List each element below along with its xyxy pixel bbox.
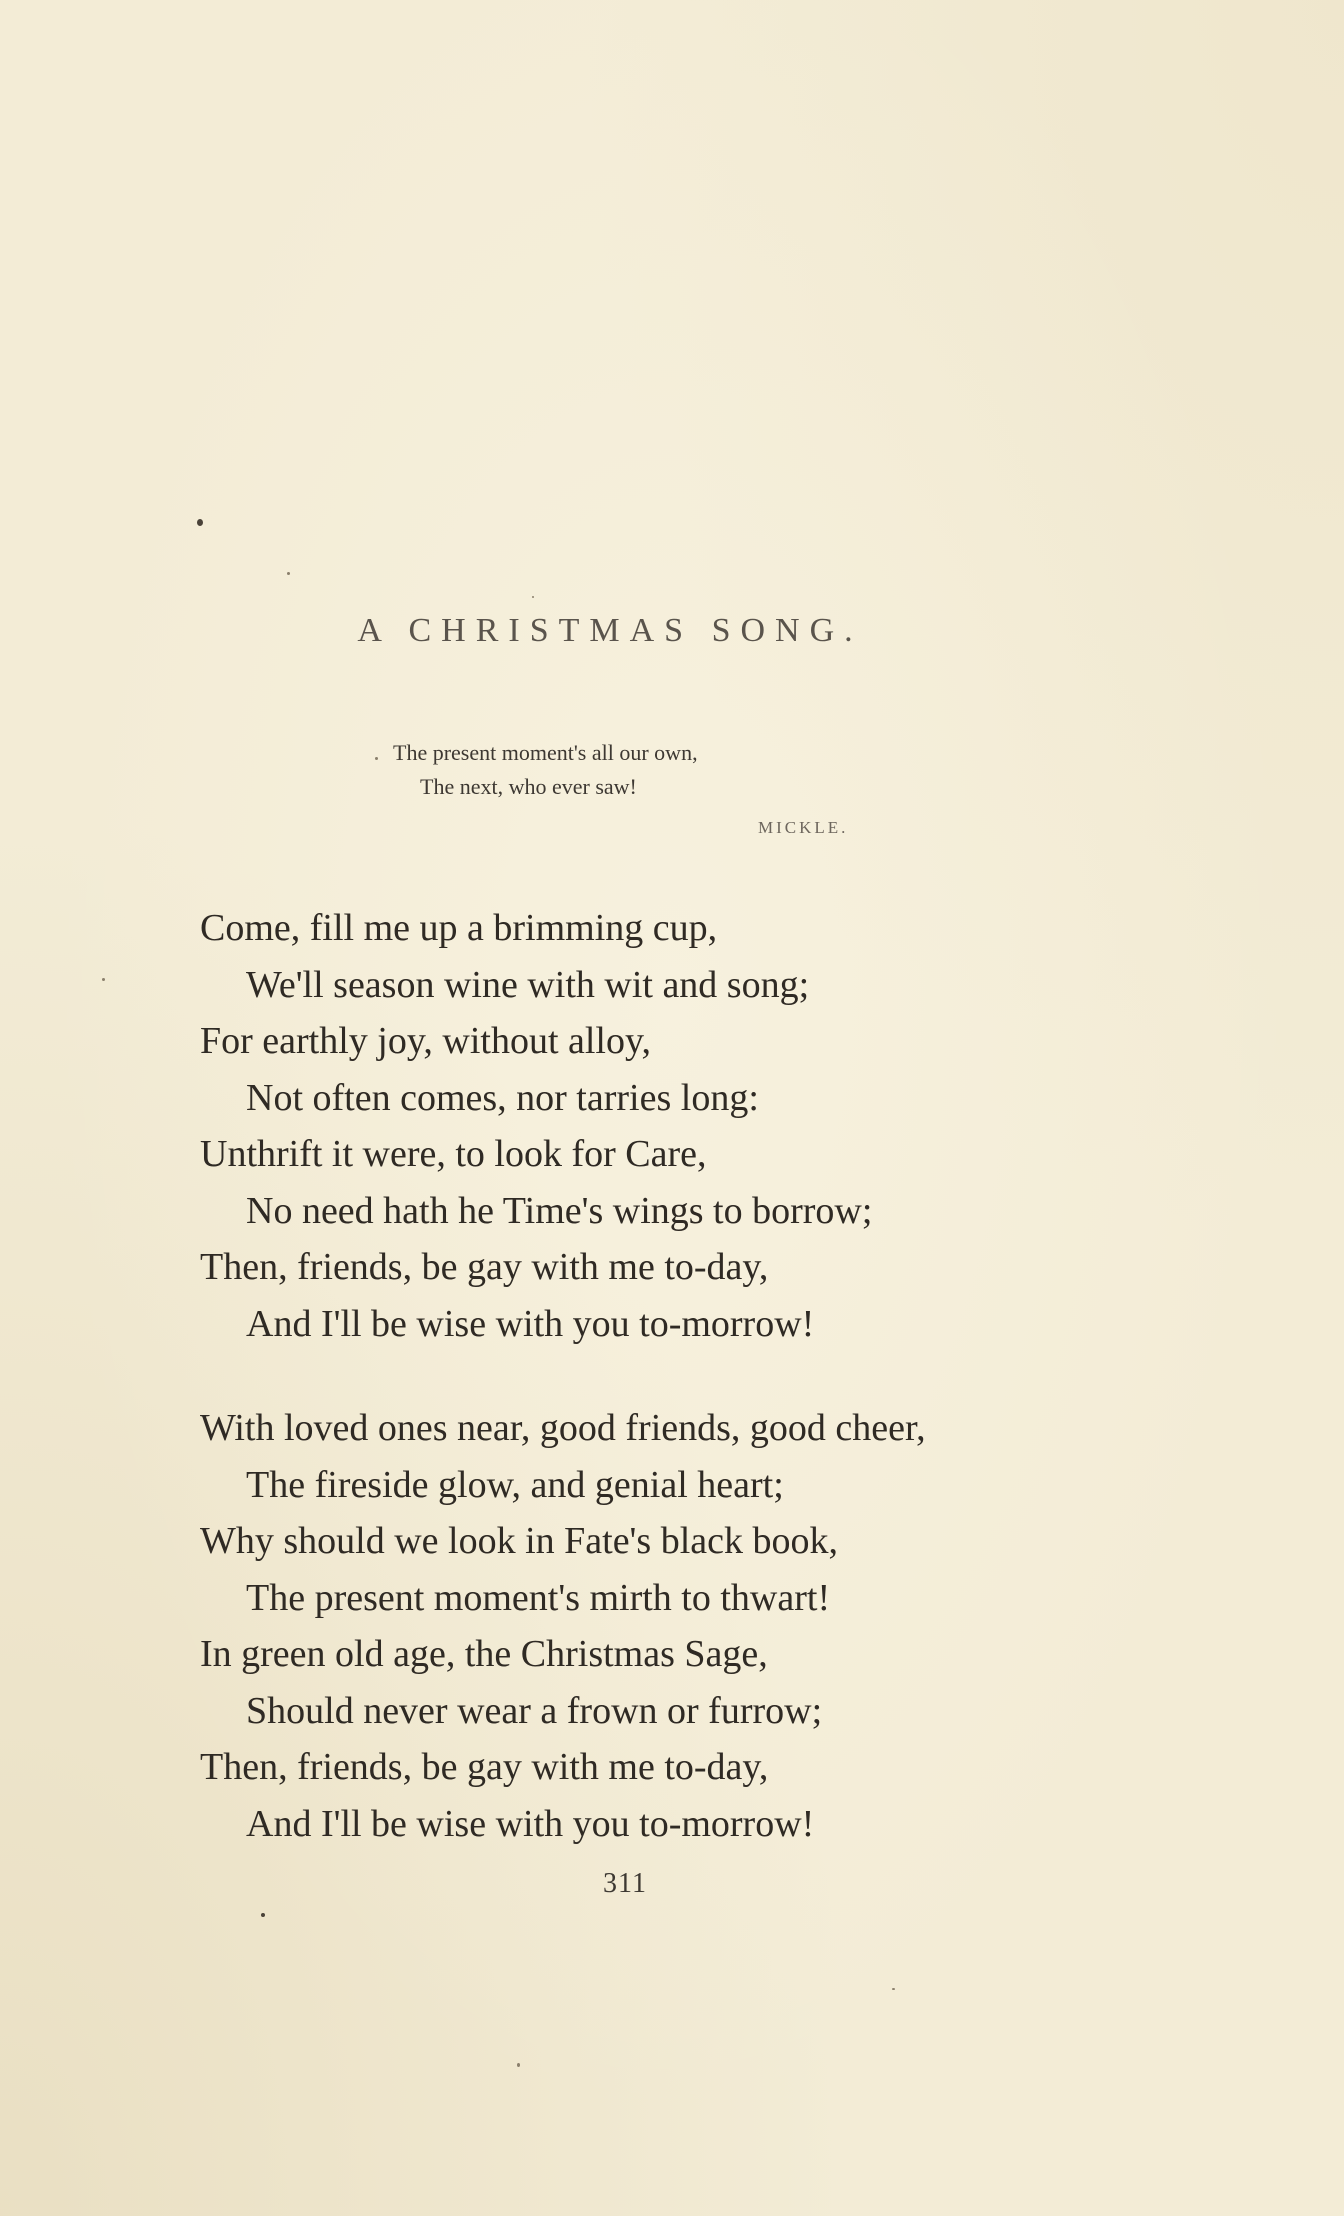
verse-line: Not often comes, nor tarries long: xyxy=(246,1076,759,1119)
stanza xyxy=(200,900,1300,1352)
verse-line: With loved ones near, good friends, good cheer, xyxy=(200,1407,926,1449)
ink-speck xyxy=(892,1988,895,1990)
poem-title: A CHRISTMAS SONG. xyxy=(357,612,863,649)
ink-speck xyxy=(287,572,290,575)
verse-line: Should never wear a frown or furrow; xyxy=(246,1689,823,1732)
ink-speck xyxy=(102,978,105,981)
verse-line: No need hath he Time's wings to borrow; xyxy=(246,1189,873,1232)
verse-line: Unthrift it were, to look for Care, xyxy=(200,1133,707,1175)
verse-line: Come, fill me up a brimming cup, xyxy=(200,907,718,949)
verse-line: Why should we look in Fate's black book, xyxy=(200,1520,838,1562)
verse-line: And I'll be wise with you to-morrow! xyxy=(246,1802,815,1845)
verse-line: And I'll be wise with you to-morrow! xyxy=(246,1302,815,1345)
epigraph-line: The present moment's all our own, xyxy=(393,740,698,765)
page-number: 311 xyxy=(603,1868,647,1899)
verse-line: In green old age, the Christmas Sage, xyxy=(200,1633,768,1675)
verse-line: Then, friends, be gay with me to-day, xyxy=(200,1746,769,1788)
ink-speck xyxy=(197,519,203,526)
ink-speck xyxy=(261,1913,265,1917)
ink-speck xyxy=(532,596,534,598)
verse-line: Then, friends, be gay with me to-day, xyxy=(200,1246,769,1288)
verse-line: For earthly joy, without alloy, xyxy=(200,1020,652,1062)
epigraph-attribution: MICKLE. xyxy=(758,818,849,837)
verse-line: We'll season wine with wit and song; xyxy=(246,963,810,1006)
ink-speck xyxy=(375,757,378,760)
stanza xyxy=(200,1400,1300,1852)
ink-speck xyxy=(517,2063,520,2067)
verse-line: The present moment's mirth to thwart! xyxy=(246,1576,831,1619)
epigraph-line: The next, who ever saw! xyxy=(420,774,637,799)
verse-line: The fireside glow, and genial heart; xyxy=(246,1463,784,1506)
